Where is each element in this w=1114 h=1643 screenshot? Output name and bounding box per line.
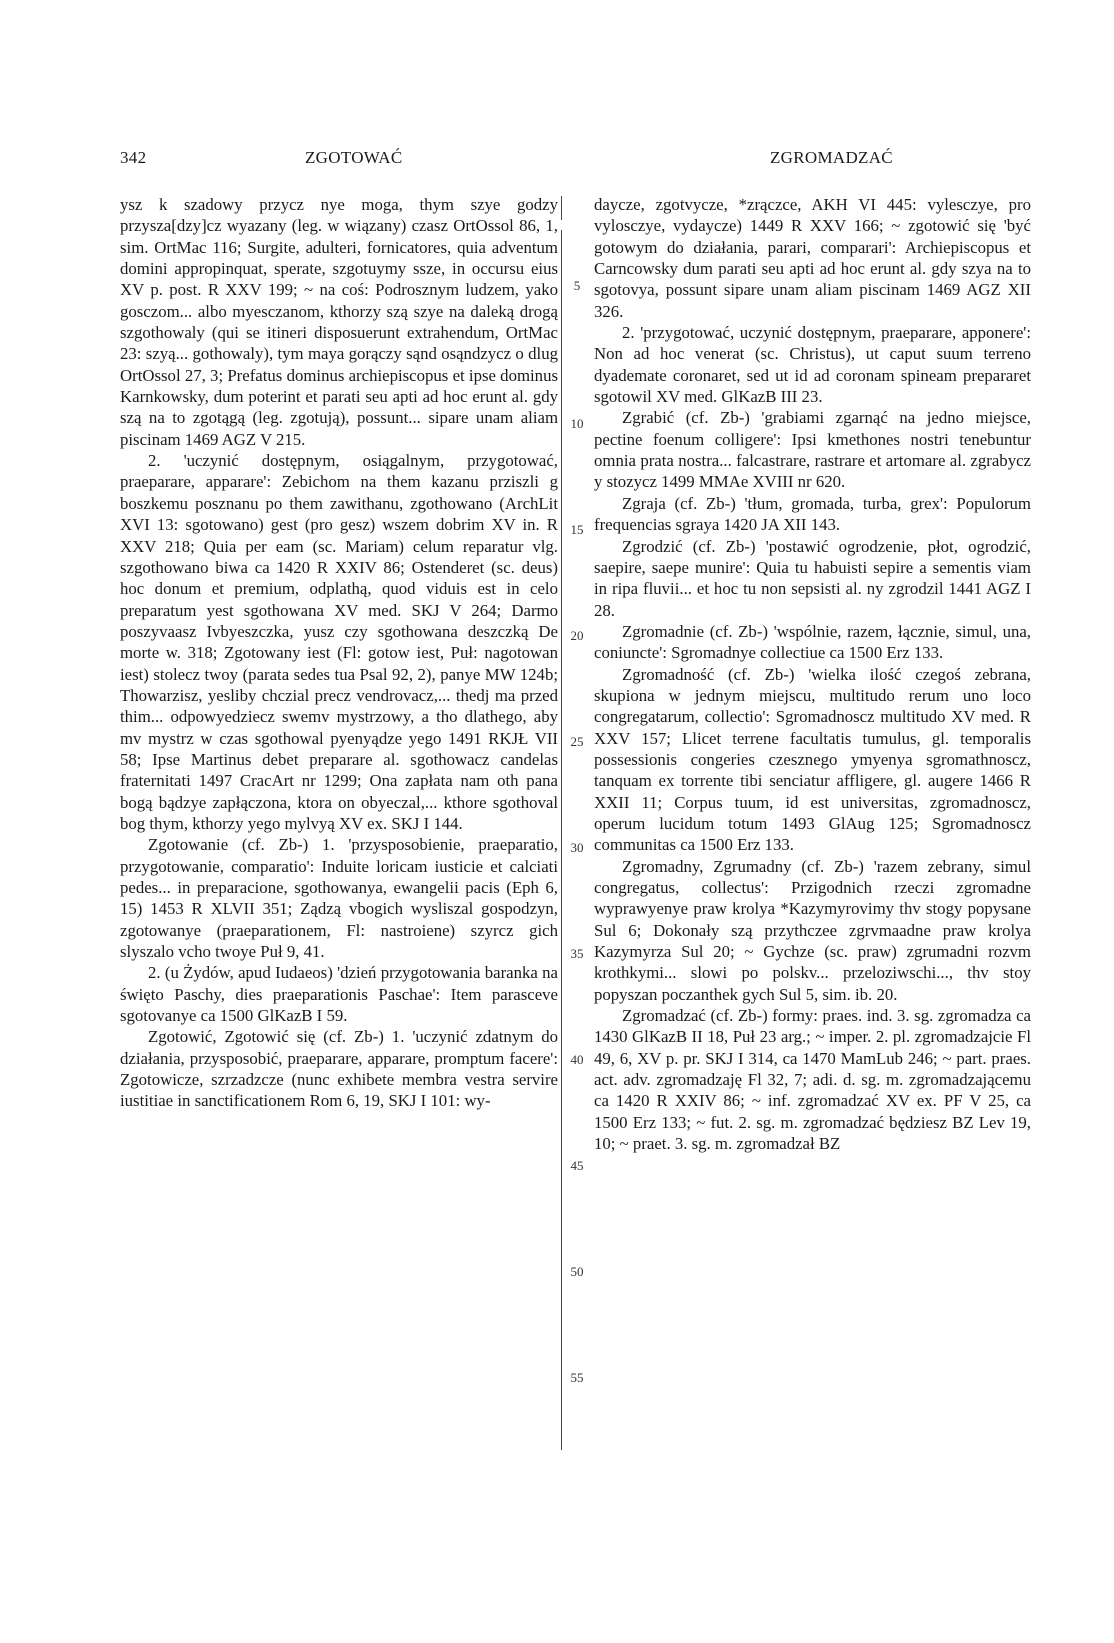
line-number: 45 (570, 1158, 584, 1173)
entry-paragraph: 2. 'uczynić dostępnym, osiągalnym, przygotować, praeparare, apparare': Zebichom na them kazanu prziszli g boszkemu posznanu po them zawithanu, zgothowano (ArchLit XVI 13: sgotowano) gest (pro gesz) wszem dobrim XV in. R XXV 218; Quia per eam (sc. Mariam) celum reparatur vlg. szgothowano biwa ca 1420 R XXIV 86; Ostenderet (sc. deus) hoc donum et premium, odplathą, quod viduis est in celo preparatum yest sgothowana XV med. SKJ V 264; Darmo poszyvaasz Ivbyeszczka, yusz czy sgothowana deszczką De morte w. 318; Zgotowany iest (Fl: gotow iest, Puł: nagotowan iest) stolecz twoy (parata sedes tua Psal 92, 2), panye MW 124b; Thowarzisz, yesliby chczial precz vendrovacz,... thedj ma przed thim... odpowyedziecz swemv mystrzowy, a tho dlathego, aby mv mystrz w czas sgothowal pyenyądze yego 1491 RKJŁ VII 58; Ipse Martinus debet preparare al. sgothowacz candelas fraternitati 1497 CracArt nr 1299; Ona zapłata nam oth pana bogą bądzye zapłączona, ktora on obyeczal,... kthore sgothoval bog thym, kthorzy yego mylvyą XV ex. SKJ I 144. (120, 451, 558, 833)
left-running-headword: ZGOTOWAĆ (305, 148, 403, 167)
line-number: 35 (570, 946, 584, 961)
entry-zgrabic: Zgrabić (cf. Zb-) 'grabiami zgarnąć na jedno miejsce, pectine foenum colligere': Ipsi kmethones nostri tenebuntur omnia prata nostra... falcastrare, rastrare et artomare al. zgrabycz y stozycz 1499 MMAe XVIII nr 620. (594, 408, 1031, 492)
line-numbers (563, 194, 591, 1456)
entry-zgrodzic: Zgrodzić (cf. Zb-) 'postawić ogrodzenie, płot, ogrodzić, saepire, saepe munire': Quia tu habuisti sepire a sementis viam in ripa fluvii... et hoc tu non sepsisti al. ny zgrodzil 1441 AGZ I 28. (594, 536, 1031, 620)
entry-zgromadnosc: Zgromadność (cf. Zb-) 'wielka ilość czegoś zebrana, skupiona w jednym miejscu, multitudo rerum uno loco congregatarum, collectio': Sgromadnoscz multitudo XV med. R XXV 157; Llicet terrene facultatis tumulus, gl. temporalis possessionis congeries czesznego ymyenya sgromathnoscz, tanquam ex torrente tibi senciatur affligere, gl. augere 1466 R XXII 11; Corpus tuum, id est universitas, zgromadnoscz, operum lucidum totum 1493 GlAug 125; Sgromadnoscz communitas ca 1500 Erz 133. (594, 664, 1031, 855)
entry-zgromadny: Zgromadny, Zgrumadny (cf. Zb-) 'razem zebrany, simul congregatus, collectus': Przigodnich rzeczi zgromadne wyprawyenye praw krolya *Kazymyrovimy thv stogy popysane Sul 6; Dokonały szą przythczee zgrvmaadne praw krolya Kazymyrza Sul 20; ~ Gychze (sc. praw) zgrumadni rozvm krothkymi... slowi po polskv... przeloziwschi..., thv stoy popyszan poczanthek gych Sul 5, sim. ib. 20. (594, 856, 1031, 1004)
entry-paragraph: daycze, zgotvycze, *zrączce, AKH VI 445: vylesczye, pro vylosczye, vydaycze) 1449 R XXV 166; ~ zgotowić się 'być gotowym do działania, parari, comparari': Archiepiscopus et Carncowsky dum parati seu apti ad hoc erunt al. gdy szya na to sgotovya, possunt sipare unam aliam piscinam 1469 AGZ XII 326. (594, 195, 1031, 321)
column-rule-top (561, 196, 562, 220)
entry-zgromadzac: Zgromadzać (cf. Zb-) formy: praes. ind. 3. sg. zgromadza ca 1430 GlKazB II 18, Puł 23 arg.; ~ imper. 2. pl. zgromadzajcie Fl 49, 6, XV p. pr. SKJ I 314, ca 1470 MamLub 246; ~ part. praes. act. adv. zgromadzaję Fl 32, 7; adi. d. sg. m. zgromadzającemu ca 1420 R XXIV 86; ~ inf. zgromadzać XV ex. PF V 25, ca 1500 Erz 133; ~ fut. 2. sg. m. zgromadzać będziesz BZ Lev 19, 10; ~ praet. 3. sg. m. zgromadzał BZ (594, 1006, 1031, 1154)
line-number: 10 (570, 416, 584, 431)
right-running-headword: ZGROMADZAĆ (770, 148, 893, 167)
entry-paragraph: 2. 'przygotować, uczynić dostępnym, praeparare, apponere': Non ad hoc venerat (sc. Christus), ut caput suum terreno dyademate coronaret, sed ut id ad coronam spineam prepararet sgotowil XV med. GlKazB III 23. (594, 323, 1031, 407)
right-column (594, 194, 1031, 1456)
line-number: 20 (570, 628, 584, 643)
line-number: 55 (570, 1370, 584, 1385)
left-column (120, 194, 558, 1456)
column-rule (561, 230, 562, 1450)
entry-zgotowanie: Zgotowanie (cf. Zb-) 1. 'przysposobienie, praeparatio, przygotowanie, comparatio': Induite loricam iusticie et calciati pedes... in preparacione, sgothowanya, ewangelii pacis (Eph 6, 15) 1453 R XLVII 351; Ządzą vbogich wysliszal gospodzyn, zgotowanye (praeparationem, Fl: nastroiene) szyrcz gich slyszalo vcho twoye Puł 9, 41. (120, 835, 558, 962)
line-number: 30 (570, 840, 584, 855)
page-number: 342 (120, 148, 147, 167)
entry-zgotowic: Zgotowić, Zgotowić się (cf. Zb-) 1. 'uczynić zdatnym do działania, przysposobić, praeparare, apparare, promptum facere': Zgotowicze, szrzadzcze (nunc exhibete membra vestra servire iustitiae in sanctificationem Rom 6, 19, SKJ I 101: wy- (120, 1027, 558, 1111)
entry-zgraja: Zgraja (cf. Zb-) 'tłum, gromada, turba, grex': Populorum frequencias sgraya 1420 JA XII 143. (594, 493, 1031, 535)
line-number: 50 (570, 1264, 584, 1279)
line-number: 15 (570, 522, 584, 537)
running-head (0, 148, 1114, 172)
entry-paragraph: 2. (u Żydów, apud Iudaeos) 'dzień przygotowania baranka na święto Paschy, dies praeparationis Paschae': Item parasceve sgotovanye ca 1500 GlKazB I 59. (120, 963, 558, 1026)
entry-zgromadnie: Zgromadnie (cf. Zb-) 'wspólnie, razem, łącznie, simul, una, coniuncte': Sgromadnye collectiue ca 1500 Erz 133. (594, 621, 1031, 663)
line-number: 25 (570, 734, 584, 749)
entry-paragraph: ysz k szadowy przycz nye moga, thym szye godzy przysza[dzy]cz wyazany (leg. w wiązany) czasz OrtOssol 86, 1, sim. OrtMac 116; Surgite, adulteri, fornicatores, quia adventum domini appropinquat, sperate, szgotuymy ssze, in occursu eius XV p. post. R XXV 199; ~ na coś: Podrosznym ludzem, yako gosczom... albo myesczanom, kthorzy szą szye na daleką drogą szgothowaly (qui se itineri disposuerunt extrahendum, OrtMac 23: szyą... gothowaly), tym maya gorączy sąnd osąndzycz o dlug OrtOssol 27, 3; Prefatus dominus archiepiscopus et ipse dominus Karnkowsky, dum poterint et parati seu apti ad hoc erunt al. gdy szą na to zgotągą (leg. zgotują), possunt... sipare unam aliam piscinam 1469 AGZ V 215. (120, 195, 558, 449)
line-number: 5 (573, 278, 581, 293)
line-number: 40 (570, 1052, 584, 1067)
